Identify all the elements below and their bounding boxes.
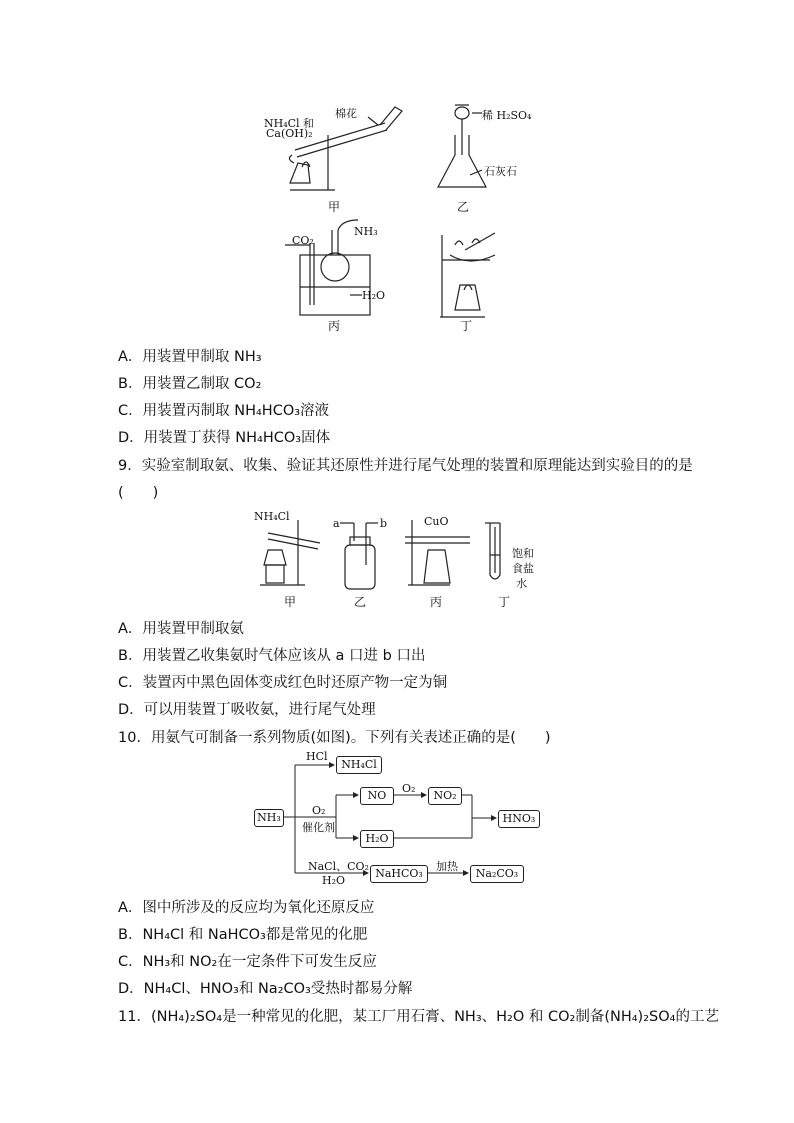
q8-option-d: D．用装置丁获得 NH₄HCO₃固体 (118, 430, 331, 446)
q8-option-b: B．用装置乙制取 CO₂ (118, 376, 262, 392)
q8-option-c: C．用装置丙制取 NH₄HCO₃溶液 (118, 403, 330, 419)
q11-stem: 11．(NH₄)₂SO₄是一种常见的化肥，某工厂用石膏、NH₃、H₂O 和 CO₂制备(NH₄)₂SO₄的工艺 (118, 1009, 719, 1025)
box-no2: NO₂ (428, 787, 462, 805)
figure-q9 (240, 505, 550, 610)
box-h2o: H₂O (360, 830, 394, 848)
label-q9-salt-2: 食盐 (512, 562, 534, 575)
label-yi-limestone: 石灰石 (484, 165, 517, 178)
label-q9-port-a: a (333, 517, 340, 530)
q9-option-c: C．装置丙中黑色固体变成红色时还原产物一定为铜 (118, 675, 448, 691)
label-bing-nh3: NH₃ (354, 225, 378, 238)
box-no: NO (360, 787, 394, 805)
caption-ding: 丁 (460, 319, 473, 333)
label-jia-cotton: 棉花 (335, 107, 357, 120)
label-bing-h2o: H₂O (362, 289, 386, 302)
q9-option-d: D．可以用装置丁吸收氨，进行尾气处理 (118, 702, 376, 718)
box-nh4cl: NH₄Cl (336, 756, 382, 774)
q10-option-a: A．图中所涉及的反应均为氧化还原反应 (118, 900, 375, 916)
caption-q9-yi: 乙 (354, 595, 367, 609)
q9-option-a: A．用装置甲制取氨 (118, 621, 244, 637)
label-o2: O₂ (312, 804, 326, 817)
figure-q8 (250, 95, 570, 335)
q9-answer-paren: ( ) (118, 485, 159, 501)
label-h2o-b: H₂O (322, 874, 346, 887)
q10-option-b: B．NH₄Cl 和 NaHCO₃都是常见的化肥 (118, 927, 368, 943)
label-q9-salt-1: 饱和 (512, 547, 534, 560)
q10-option-c: C．NH₃和 NO₂在一定条件下可发生反应 (118, 954, 377, 970)
label-hcl: HCl (306, 750, 328, 763)
caption-yi: 乙 (457, 200, 470, 214)
box-hno3: HNO₃ (498, 810, 540, 828)
figure-q10-flowchart (250, 750, 550, 890)
label-jia-reagent-2: Ca(OH)₂ (266, 127, 313, 140)
label-q9-nh4cl: NH₄Cl (254, 510, 290, 523)
q9-option-b: B．用装置乙收集氨时气体应该从 a 口进 b 口出 (118, 648, 426, 664)
label-q9-salt-3: 水 (516, 577, 527, 590)
label-yi-acid: 稀 H₂SO₄ (482, 109, 532, 122)
caption-q9-jia: 甲 (284, 595, 297, 609)
caption-q9-bing: 丙 (430, 595, 443, 609)
q10-option-d: D．NH₄Cl、HNO₃和 Na₂CO₃受热时都易分解 (118, 981, 413, 997)
label-nacl-co2: NaCl、CO₂ (308, 860, 369, 873)
label-catalyst: 催化剂 (302, 821, 335, 834)
caption-bing: 丙 (328, 319, 341, 333)
label-heat: 加热 (436, 860, 458, 873)
label-q9-cuo: CuO (424, 515, 449, 528)
label-bing-co2: CO₂ (292, 234, 314, 247)
label-o2-b: O₂ (402, 782, 416, 795)
label-q9-port-b: b (380, 517, 388, 530)
q10-stem: 10．用氨气可制备一系列物质(如图)。下列有关表述正确的是( ) (118, 730, 551, 746)
q9-stem: 9．实验室制取氨、收集、验证其还原性并进行尾气处理的装置和原理能达到实验目的的是 (118, 458, 693, 474)
box-nahco3: NaHCO₃ (370, 865, 428, 883)
label-jia-reagent-1: NH₄Cl 和 (264, 117, 315, 130)
caption-q9-ding: 丁 (498, 595, 511, 609)
caption-jia: 甲 (328, 200, 341, 214)
q8-option-a: A．用装置甲制取 NH₃ (118, 349, 262, 365)
box-na2co3: Na₂CO₃ (470, 865, 524, 883)
box-nh3: NH₃ (254, 809, 284, 827)
